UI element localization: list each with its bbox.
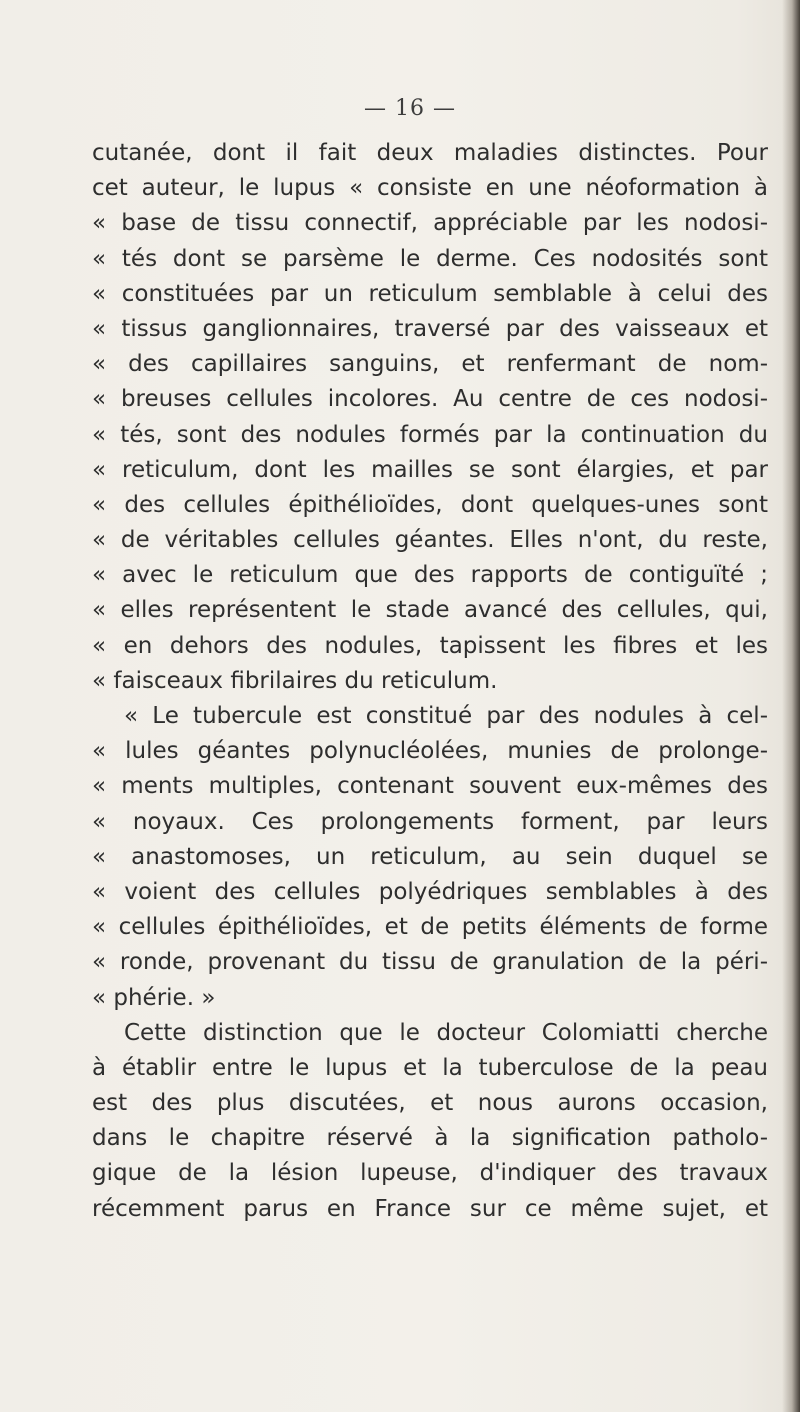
text-line: dans le chapitre réservé à la signification patholo- bbox=[92, 1125, 768, 1152]
text-line: gique de la lésion lupeuse, d'indiquer des travaux bbox=[92, 1160, 768, 1187]
text-line: « tés, sont des nodules formés par la continuation du bbox=[92, 421, 768, 448]
text-line: « avec le reticulum que des rapports de contiguïté ; bbox=[92, 562, 768, 589]
text-line: « ments multiples, contenant souvent eux-mêmes des bbox=[92, 773, 768, 800]
text-line: cutanée, dont il fait deux maladies distinctes. Pour bbox=[92, 140, 768, 166]
text-line: « tissus ganglionnaires, traversé par des vaisseaux et bbox=[92, 315, 768, 342]
text-line: « reticulum, dont les mailles se sont élargies, et par bbox=[92, 456, 768, 483]
page-number: — 16 — bbox=[364, 96, 456, 121]
text-line: « anastomoses, un reticulum, au sein duquel se bbox=[92, 843, 768, 870]
text-line: « cellules épithélioïdes, et de petits éléments de forme bbox=[92, 914, 768, 941]
text-line: « en dehors des nodules, tapissent les fibres et les bbox=[92, 632, 768, 659]
text-line: « constituées par un reticulum semblable à celui des bbox=[92, 280, 768, 307]
text-line: « base de tissu connectif, appréciable par les nodosi- bbox=[92, 210, 768, 237]
text-line: cet auteur, le lupus « consiste en une néoformation à bbox=[92, 175, 768, 202]
text-line: « noyaux. Ces prolongements forment, par leurs bbox=[92, 808, 768, 835]
page-edge-shadow bbox=[782, 0, 800, 1412]
text-line: « elles représentent le stade avancé des cellules, qui, bbox=[92, 597, 768, 624]
body-text bbox=[92, 136, 768, 1227]
text-line: « Le tubercule est constitué par des nodules à cel- bbox=[124, 703, 768, 729]
text-line: Cette distinction que le docteur Colomiatti cherche bbox=[124, 1019, 768, 1046]
text-line: « phérie. » bbox=[92, 984, 216, 1011]
text-line: « des capillaires sanguins, et renfermant de nom- bbox=[92, 351, 768, 378]
text-line: « de véritables cellules géantes. Elles n'ont, du reste, bbox=[92, 527, 768, 554]
text-line: est des plus discutées, et nous aurons occasion, bbox=[92, 1090, 768, 1117]
text-line: « lules géantes polynucléolées, munies de prolonge- bbox=[92, 738, 768, 765]
text-line: « voient des cellules polyédriques semblables à des bbox=[92, 878, 768, 905]
text-line: « des cellules épithélioïdes, dont quelques-unes sont bbox=[92, 491, 768, 518]
text-line: « breuses cellules incolores. Au centre de ces nodosi- bbox=[92, 386, 768, 413]
text-line: « ronde, provenant du tissu de granulation de la péri- bbox=[92, 949, 768, 976]
text-line: récemment parus en France sur ce même sujet, et bbox=[92, 1195, 768, 1222]
text-line: à établir entre le lupus et la tuberculose de la peau bbox=[92, 1054, 768, 1081]
text-line: « tés dont se parsème le derme. Ces nodosités sont bbox=[92, 245, 768, 272]
text-line: « faisceaux fibrilaires du reticulum. bbox=[92, 667, 498, 694]
